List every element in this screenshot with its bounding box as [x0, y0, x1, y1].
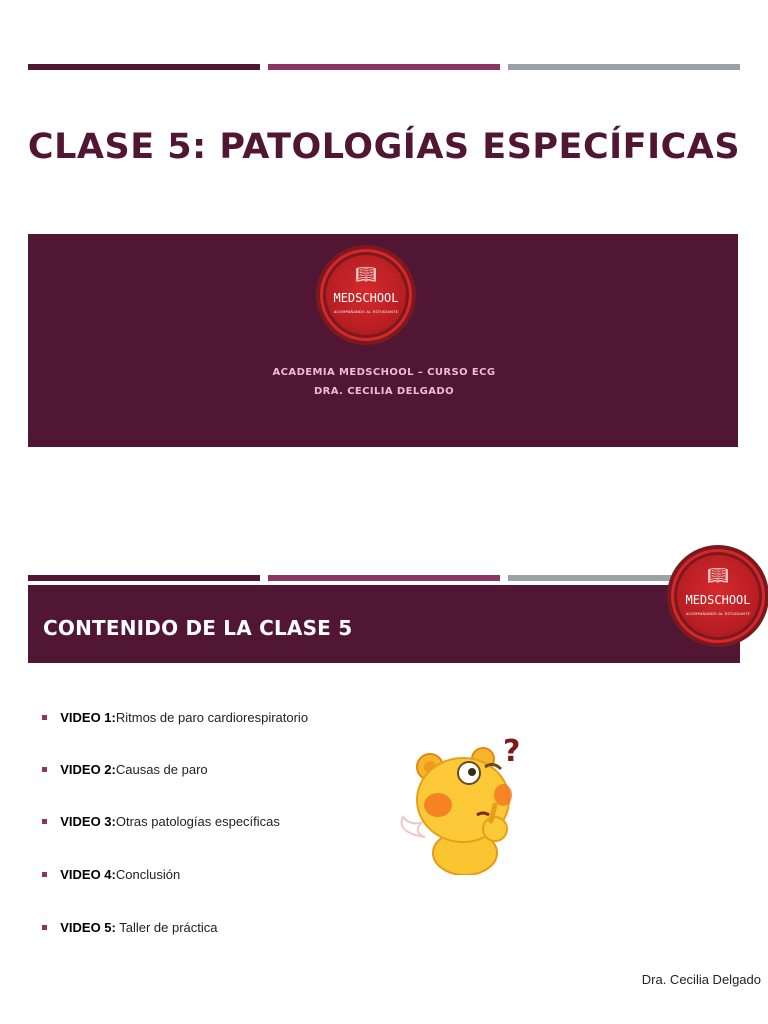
logo-tagline: ACOMPAÑANDO AL ESTUDIANTE — [685, 612, 751, 616]
book-check-icon: 📖︎ — [355, 265, 377, 285]
question-mark-icon: ? — [503, 734, 521, 769]
bullet-icon — [42, 767, 47, 772]
bullet-icon — [42, 925, 47, 930]
footer-author: Dra. Cecilia Delgado — [641, 972, 761, 987]
slide-title: CLASE 5: PATOLOGÍAS ESPECÍFICAS — [27, 127, 741, 167]
section-stripe-magenta — [268, 575, 500, 581]
item-text: Taller de práctica — [115, 920, 218, 935]
item-text: Causas de paro — [115, 762, 208, 777]
item-label: VIDEO 3: — [60, 814, 116, 829]
list-item-video-2 — [35, 747, 208, 777]
logo-tagline: ACOMPAÑANDO AL ESTUDIANTE — [333, 310, 399, 314]
medschool-logo — [320, 249, 412, 341]
list-item-video-4 — [35, 852, 180, 882]
item-label: VIDEO 5: — [60, 920, 116, 935]
thinking-emoji-icon — [385, 725, 542, 875]
item-text: Otras patologías específicas — [115, 814, 280, 829]
top-stripe-dark — [28, 64, 260, 70]
list-item-video-3 — [35, 799, 280, 829]
top-stripe-gray — [508, 64, 740, 70]
logo-brand-text: MEDSCHOOL — [333, 291, 399, 305]
banner-doctor-line: DRA. CECILIA DELGADO — [313, 386, 454, 397]
list-item-video-1 — [35, 695, 308, 725]
section-stripe-dark — [28, 575, 260, 581]
medschool-logo-corner — [671, 549, 765, 643]
section-title: CONTENIDO DE LA CLASE 5 — [43, 616, 353, 640]
book-check-icon: 📖︎ — [707, 566, 729, 586]
item-label: VIDEO 4: — [60, 867, 116, 882]
item-label: VIDEO 2: — [60, 762, 116, 777]
banner-academy-line: ACADEMIA MEDSCHOOL – CURSO ECG — [272, 367, 496, 378]
item-text: Ritmos de paro cardiorespiratorio — [115, 710, 309, 725]
bullet-icon — [42, 715, 47, 720]
item-text: Conclusión — [115, 867, 181, 882]
list-item-video-5 — [35, 905, 218, 935]
section-stripe-gray — [508, 575, 678, 581]
top-stripe-magenta — [268, 64, 500, 70]
bullet-icon — [42, 872, 47, 877]
bullet-icon — [42, 819, 47, 824]
logo-brand-text: MEDSCHOOL — [685, 593, 751, 607]
item-label: VIDEO 1: — [60, 710, 116, 725]
